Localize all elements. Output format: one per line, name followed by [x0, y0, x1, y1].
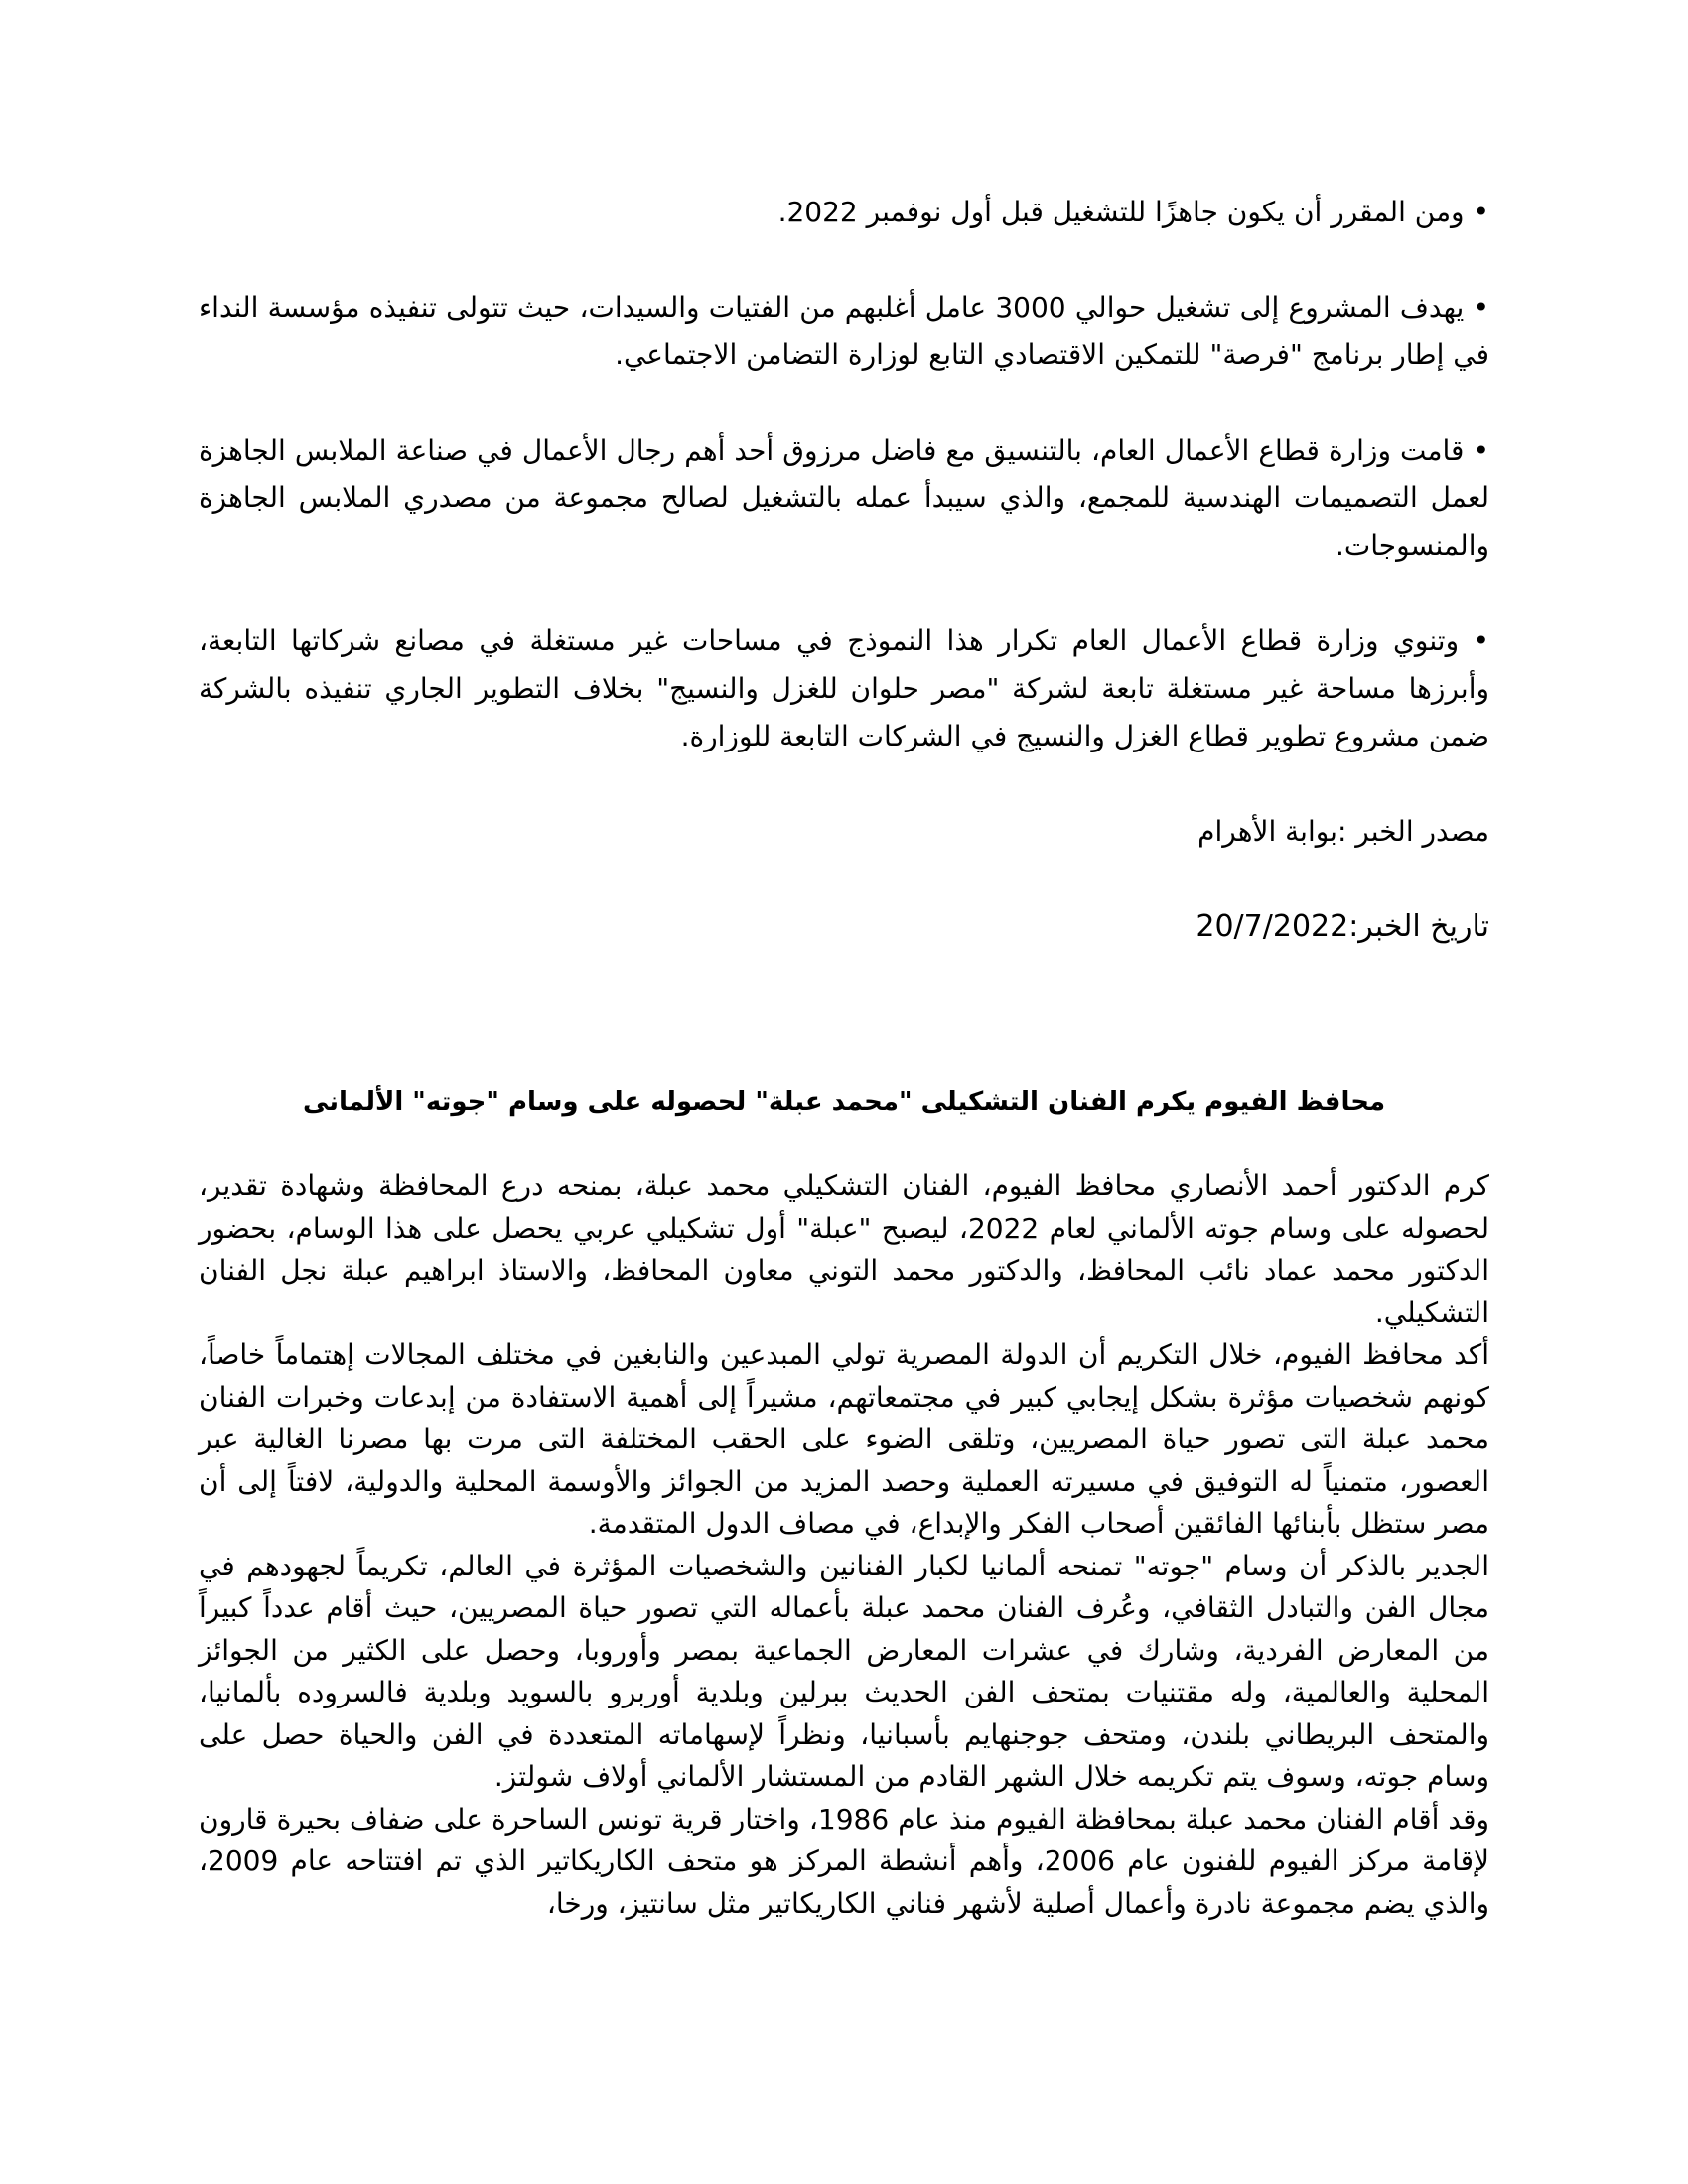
news-source-line: مصدر الخبر :بوابة الأهرام	[1197, 815, 1489, 848]
document-page	[199, 189, 1489, 1925]
bullet-paragraph-3: • قامت وزارة قطاع الأعمال العام، بالتنسيق مع فاضل مرزوق أحد أهم رجال الأعمال في صناعة الملابس الجاهزة لعمل التصميمات الهندسية للمجمع، والذي سيبدأ عمله بالتشغيل لصالح مجموعة من مصدري الملابس الجاهزة والمنسوجات.	[199, 434, 1489, 562]
article-paragraph-1: كرم الدكتور أحمد الأنصاري محافظ الفيوم، الفنان التشكيلي محمد عبلة، بمنحه درع المحافظة وشهادة تقدير، لحصوله على وسام جوته الألماني لعام 2022، ليصبح "عبلة" أول تشكيلي عربي يحصل على هذا الوسام، بحضور الدكتور محمد عماد نائب المحافظ، والدكتور محمد التوني معاون المحافظ، والاستاذ ابراهيم عبلة نجل الفنان التشكيلي.	[199, 1169, 1489, 1329]
article-paragraph-3: الجدير بالذكر أن وسام "جوته" تمنحه ألمانيا لكبار الفنانين والشخصيات المؤثرة في العالم، تكريماً لجهودهم في مجال الفن والتبادل الثقافي، وعُرف الفنان محمد عبلة بأعماله التي تصور حياة المصريين، حيث أقام عدداً كبيراً من المعارض الفردية، وشارك في عشرات المعارض الجماعية بمصر وأوروبا، وحصل على الكثير من الجوائز المحلية والعالمية، وله مقتنيات بمتحف الفن الحديث ببرلين وبلدية أوربرو بالسويد وبلدية فالسروده بألمانيا، والمتحف البريطاني بلندن، ومتحف جوجنهايم بأسبانيا، ونظراً لإسهاماته المتعددة في الفن والحياة حصل على وسام جوته، وسوف يتم تكريمه خلال الشهر القادم من المستشار الألماني أولاف شولتز.	[199, 1549, 1489, 1793]
bullet-paragraph-1: • ومن المقرر أن يكون جاهزًا للتشغيل قبل أول نوفمبر 2022.	[777, 196, 1489, 228]
article-paragraph-2: أكد محافظ الفيوم، خلال التكريم أن الدولة المصرية تولي المبدعين والنابغين في مختلف المجالات إهتماماً خاصاً، كونهم شخصيات مؤثرة بشكل إيجابي كبير في مجتمعاتهم، مشيراً إلى أهمية الاستفادة من إبدعات وخبرات الفنان محمد عبلة التى تصور حياة المصريين، وتلقى الضوء على الحقب المختلفة التى مرت بها مصرنا الغالية عبر العصور، متمنياً له التوفيق في مسيرته العملية وحصد المزيد من الجوائز والأوسمة المحلية والدولية، لافتاً إلى أن مصر ستظل بأبنائها الفائقين أصحاب الفكر والإبداع، في مصاف الدول المتقدمة.	[199, 1338, 1489, 1540]
article-headline: محافظ الفيوم يكرم الفنان التشكيلى "محمد عبلة" لحصوله على وسام "جوته" الألمانى	[302, 1087, 1386, 1117]
bullet-paragraph-2: • يهدف المشروع إلى تشغيل حوالي 3000 عامل أغلبهم من الفتيات والسيدات، حيث تتولى تنفيذه مؤسسة النداء في إطار برنامج "فرصة" للتمكين الاقتصادي التابع لوزارة التضامن الاجتماعي.	[199, 291, 1490, 371]
article-paragraph-4: وقد أقام الفنان محمد عبلة بمحافظة الفيوم منذ عام 1986، واختار قرية تونس الساحرة على ضفاف بحيرة قارون لإقامة مركز الفيوم للفنون عام 2006، وأهم أنشطة المركز هو متحف الكاريكاتير الذي تم افتتاحه عام 2009، والذي يضم مجموعة نادرة وأعمال أصلية لأشهر فناني الكاريكاتير مثل سانتيز، ورخا،	[199, 1802, 1489, 1920]
bullet-paragraph-4: • وتنوي وزارة قطاع الأعمال العام تكرار هذا النموذج في مساحات غير مستغلة في مصانع شركاتها التابعة، وأبرزها مساحة غير مستغلة تابعة لشركة "مصر حلوان للغزل والنسيج" بخلاف التطوير الجاري تنفيذه بالشركة ضمن مشروع تطوير قطاع الغزل والنسيج في الشركات التابعة للوزارة.	[199, 624, 1489, 752]
news-date-line: تاريخ الخبر:20/7/2022	[1196, 909, 1489, 944]
